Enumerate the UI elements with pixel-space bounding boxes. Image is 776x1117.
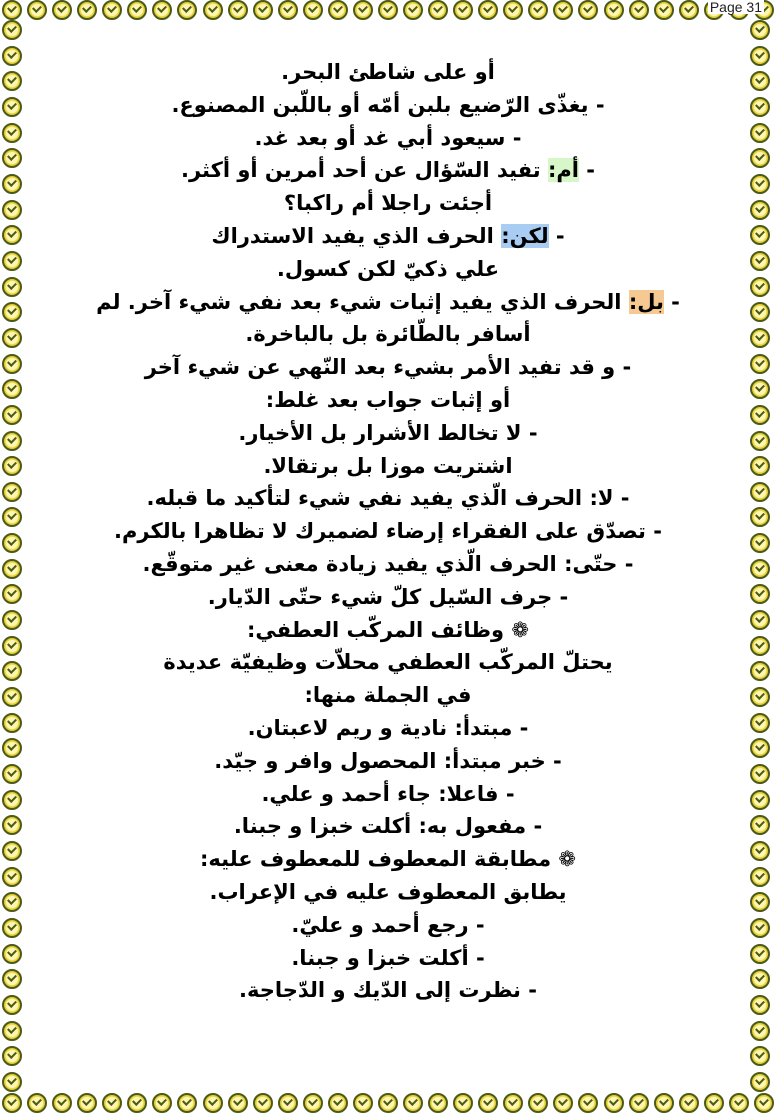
text-line: - لا تخالط الأشرار بل الأخيار. xyxy=(238,420,538,445)
clock-icon xyxy=(2,969,22,989)
clock-icon xyxy=(750,482,770,502)
clock-icon xyxy=(127,0,147,20)
clock-icon xyxy=(303,0,323,20)
clock-icon xyxy=(528,0,548,20)
clock-icon xyxy=(750,687,770,707)
clock-icon xyxy=(52,0,72,20)
clock-icon xyxy=(2,918,22,938)
clock-icon xyxy=(2,405,22,425)
clock-icon xyxy=(2,0,22,20)
clock-icon xyxy=(654,0,674,20)
text-line: - نظرت إلى الدّيك و الدّجاجة. xyxy=(239,978,537,1003)
document-body xyxy=(26,56,750,1007)
clock-icon xyxy=(750,661,770,681)
clock-icon xyxy=(2,892,22,912)
clock-icon xyxy=(2,20,22,40)
page-border-left xyxy=(2,20,26,1092)
clock-icon xyxy=(578,1093,598,1113)
highlight-bal: بل: xyxy=(628,289,664,314)
clock-icon xyxy=(2,123,22,143)
clock-icon xyxy=(2,431,22,451)
clock-icon xyxy=(403,1093,423,1113)
clock-icon xyxy=(2,995,22,1015)
clock-icon xyxy=(228,1093,248,1113)
highlight-lakin: لكن: xyxy=(501,223,549,248)
clock-icon xyxy=(2,738,22,758)
clock-icon xyxy=(750,302,770,322)
clock-icon xyxy=(77,0,97,20)
clock-icon xyxy=(750,969,770,989)
clock-icon xyxy=(2,200,22,220)
clock-icon xyxy=(177,1093,197,1113)
clock-icon xyxy=(750,174,770,194)
clock-icon xyxy=(750,944,770,964)
text-line: أجئت راجلا أم راكبا؟ xyxy=(283,191,493,216)
clock-icon xyxy=(754,1093,774,1113)
clock-icon xyxy=(2,661,22,681)
clock-icon xyxy=(378,1093,398,1113)
clock-icon xyxy=(2,46,22,66)
clock-icon xyxy=(528,1093,548,1113)
clock-icon xyxy=(328,1093,348,1113)
clock-icon xyxy=(750,405,770,425)
clock-icon xyxy=(750,918,770,938)
clock-icon xyxy=(2,1021,22,1041)
clock-icon xyxy=(2,97,22,117)
clock-icon xyxy=(604,1093,624,1113)
clock-icon xyxy=(2,944,22,964)
text-line: - حتّى: الحرف الّذي يفيد زيادة معنى غير متوقّع. xyxy=(142,551,634,576)
clock-icon xyxy=(750,713,770,733)
clock-icon xyxy=(750,790,770,810)
text-line: - جرف السّيل كلّ شيء حتّى الدّيار. xyxy=(207,584,569,609)
clock-icon xyxy=(704,1093,724,1113)
text-line: يطابق المعطوف عليه في الإعراب. xyxy=(209,879,567,904)
clock-icon xyxy=(203,0,223,20)
clock-icon xyxy=(750,251,770,271)
clock-icon xyxy=(177,0,197,20)
clock-icon xyxy=(750,354,770,374)
clock-icon xyxy=(2,71,22,91)
section-heading: ❁ مطابقة المعطوف للمعطوف عليه: xyxy=(200,847,576,872)
clock-icon xyxy=(2,328,22,348)
page-border-top xyxy=(0,0,776,24)
clock-icon xyxy=(750,584,770,604)
clock-icon xyxy=(654,1093,674,1113)
clock-icon xyxy=(27,1093,47,1113)
text-line: - سيعود أبي غد أو بعد غد. xyxy=(254,125,522,150)
clock-icon xyxy=(2,148,22,168)
clock-icon xyxy=(2,636,22,656)
clock-icon xyxy=(629,1093,649,1113)
clock-icon xyxy=(503,1093,523,1113)
clock-icon xyxy=(2,815,22,835)
clock-icon xyxy=(403,0,423,20)
clock-icon xyxy=(2,302,22,322)
highlight-am: أم: xyxy=(547,158,579,183)
clock-icon xyxy=(750,867,770,887)
text-line: في الجملة منها: xyxy=(304,683,472,708)
clock-icon xyxy=(102,0,122,20)
clock-icon xyxy=(2,1046,22,1066)
clock-icon xyxy=(102,1093,122,1113)
text-line: - أكلت خبزا و جبنا. xyxy=(291,945,485,970)
clock-icon xyxy=(453,1093,473,1113)
clock-icon xyxy=(750,995,770,1015)
clock-icon xyxy=(378,0,398,20)
clock-icon xyxy=(2,867,22,887)
clock-icon xyxy=(750,71,770,91)
text-line-am-definition: - أم: تفيد السّؤال عن أحد أمرين أو أكثر. xyxy=(181,158,595,183)
clock-icon xyxy=(750,97,770,117)
clock-icon xyxy=(27,0,47,20)
text-line: اشتريت موزا بل برتقالا. xyxy=(263,453,513,478)
clock-icon xyxy=(2,764,22,784)
clock-icon xyxy=(2,610,22,630)
clock-icon xyxy=(750,20,770,40)
clock-icon xyxy=(2,174,22,194)
text-line: - مبتدأ: نادية و ريم لاعبتان. xyxy=(247,715,529,740)
clock-icon xyxy=(750,277,770,297)
text-line: - رجع أحمد و عليّ. xyxy=(291,912,485,937)
clock-icon xyxy=(478,1093,498,1113)
clock-icon xyxy=(2,533,22,553)
page-border-bottom xyxy=(0,1093,776,1117)
clock-icon xyxy=(2,559,22,579)
clock-icon xyxy=(428,0,448,20)
clock-icon xyxy=(428,1093,448,1113)
clock-icon xyxy=(750,815,770,835)
text-line: - لا: الحرف الّذي يفيد نفي شيء لتأكيد ما قبله. xyxy=(146,486,630,511)
clock-icon xyxy=(278,1093,298,1113)
text-line: يحتلّ المركّب العطفي محلاّت وظيفيّة عديدة xyxy=(163,650,613,675)
clock-icon xyxy=(750,841,770,861)
clock-icon xyxy=(750,46,770,66)
clock-icon xyxy=(2,713,22,733)
clock-icon xyxy=(750,610,770,630)
clock-icon xyxy=(2,1072,22,1092)
clock-icon xyxy=(750,328,770,348)
clock-icon xyxy=(629,0,649,20)
clock-icon xyxy=(2,482,22,502)
clock-icon xyxy=(750,148,770,168)
text-line: - تصدّق على الفقراء إرضاء لضميرك لا تظاهرا بالكرم. xyxy=(114,519,662,544)
clock-icon xyxy=(729,1093,749,1113)
clock-icon xyxy=(228,0,248,20)
clock-icon xyxy=(278,0,298,20)
text-line: - يغذّى الرّضيع بلبن أمّه أو باللّبن المصنوع. xyxy=(171,92,605,117)
clock-icon xyxy=(2,379,22,399)
text-line: - مفعول به: أكلت خبزا و جبنا. xyxy=(233,814,543,839)
page-number: Page 31 xyxy=(709,0,762,15)
clock-icon xyxy=(453,0,473,20)
clock-icon xyxy=(52,1093,72,1113)
clock-icon xyxy=(604,0,624,20)
section-heading: ❁ وظائف المركّب العطفي: xyxy=(247,617,529,642)
clock-icon xyxy=(303,1093,323,1113)
clock-icon xyxy=(750,533,770,553)
text-line: أو على شاطئ البحر. xyxy=(281,60,495,84)
clock-icon xyxy=(679,0,699,20)
clock-icon xyxy=(328,0,348,20)
clock-icon xyxy=(750,1046,770,1066)
clock-icon xyxy=(679,1093,699,1113)
clock-icon xyxy=(578,0,598,20)
clock-icon xyxy=(750,559,770,579)
clock-icon xyxy=(750,1072,770,1092)
clock-icon xyxy=(503,0,523,20)
clock-icon xyxy=(750,431,770,451)
text-line: علي ذكيّ لكن كسول. xyxy=(276,256,500,281)
clock-icon xyxy=(152,1093,172,1113)
clock-icon xyxy=(2,1093,22,1113)
clock-icon xyxy=(152,0,172,20)
clock-icon xyxy=(253,0,273,20)
clock-icon xyxy=(253,1093,273,1113)
clock-icon xyxy=(353,0,373,20)
clock-icon xyxy=(2,456,22,476)
clock-icon xyxy=(2,251,22,271)
text-line-bal-definition: - بل: الحرف الذي يفيد إثبات شيء بعد نفي شيء آخر. لم xyxy=(96,289,680,314)
clock-icon xyxy=(750,456,770,476)
text-line: - خبر مبتدأ: المحصول وافر و جيّد. xyxy=(214,748,562,773)
clock-icon xyxy=(2,277,22,297)
clock-icon xyxy=(553,1093,573,1113)
clock-icon xyxy=(750,200,770,220)
clock-icon xyxy=(2,841,22,861)
text-line: أو إثبات جواب بعد غلط: xyxy=(265,387,511,412)
clock-icon xyxy=(127,1093,147,1113)
clock-icon xyxy=(2,584,22,604)
clock-icon xyxy=(2,790,22,810)
clock-icon xyxy=(77,1093,97,1113)
clock-icon xyxy=(750,738,770,758)
clock-icon xyxy=(750,225,770,245)
text-line: - فاعلا: جاء أحمد و علي. xyxy=(261,781,515,806)
clock-icon xyxy=(203,1093,223,1113)
clock-icon xyxy=(553,0,573,20)
page-border-right xyxy=(750,20,774,1092)
clock-icon xyxy=(353,1093,373,1113)
text-line-lakin-definition: - لكن: الحرف الذي يفيد الاستدراك xyxy=(211,223,565,248)
clock-icon xyxy=(750,1021,770,1041)
clock-icon xyxy=(2,225,22,245)
clock-icon xyxy=(750,892,770,912)
clock-icon xyxy=(2,354,22,374)
clock-icon xyxy=(2,507,22,527)
text-line: أسافر بالطّائرة بل بالباخرة. xyxy=(245,322,531,347)
clock-icon xyxy=(750,764,770,784)
clock-icon xyxy=(750,379,770,399)
clock-icon xyxy=(750,636,770,656)
text-line: - و قد تفيد الأمر بشيء بعد النّهي عن شيء آخر xyxy=(144,355,632,380)
clock-icon xyxy=(478,0,498,20)
clock-icon xyxy=(750,507,770,527)
clock-icon xyxy=(2,687,22,707)
clock-icon xyxy=(750,123,770,143)
